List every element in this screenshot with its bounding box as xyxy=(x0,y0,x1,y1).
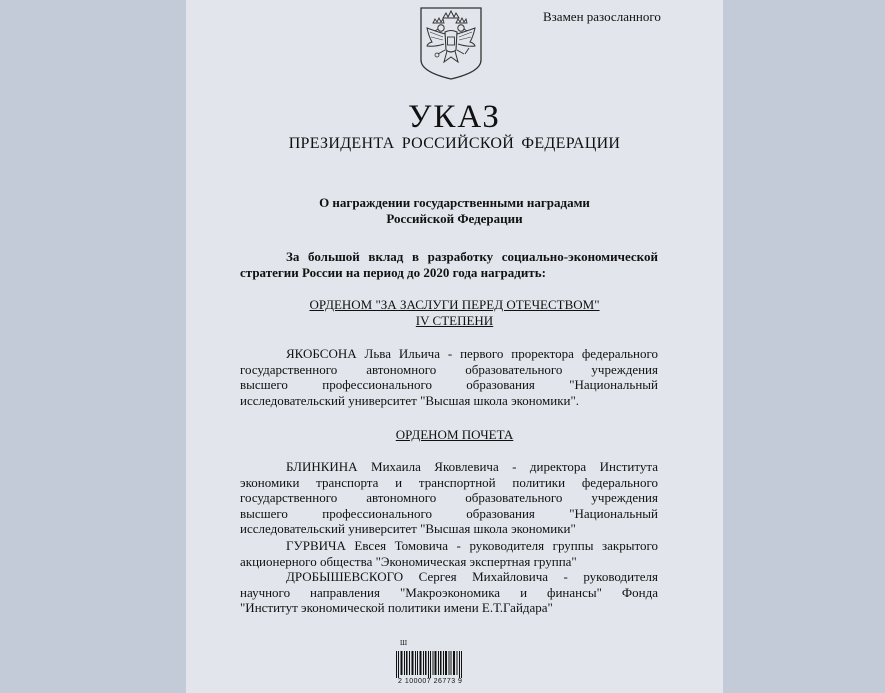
award-order-line: ОРДЕНОМ ПОЧЕТА xyxy=(395,427,514,442)
awardee-line: БЛИНКИНА Михаила Яковлевича - директора Института xyxy=(286,459,658,474)
awardee-line: ГУРВИЧА Евсея Томовича - руководителя группы закрытого xyxy=(286,538,658,553)
decree-heading-line: Российской Федерации xyxy=(386,211,523,226)
preamble-line: стратегии России на период до 2020 года наградить: xyxy=(240,265,546,280)
awardee-line: государственного автономного образовательного учреждения xyxy=(240,490,658,505)
preamble-line: За большой вклад в разработку социально-экономической xyxy=(286,249,658,264)
decree-preamble xyxy=(240,249,658,281)
document-page xyxy=(186,0,723,693)
award-order-title xyxy=(186,297,723,329)
awardee-line: научного направления "Макроэкономика и финансы" Фонда xyxy=(240,584,658,600)
award-order-line: IV СТЕПЕНИ xyxy=(415,313,494,328)
awardee-line: ДРОБЫШЕВСКОГО Сергея Михайловича - руководителя xyxy=(286,569,658,584)
coat-of-arms-icon xyxy=(415,4,487,82)
decree-heading xyxy=(186,195,723,227)
registration-mark: Ш xyxy=(400,639,408,647)
awardee-line: "Институт экономической политики имени Е.Т.Гайдара" xyxy=(240,600,553,615)
barcode-number: 2 100007 26773 9 xyxy=(398,678,463,685)
barcode-icon xyxy=(396,651,462,678)
awardee-line: ЯКОБСОНА Льва Ильича - первого проректора федерального xyxy=(286,346,658,361)
awardee-line: высшего профессионального образования "Национальный xyxy=(240,377,658,392)
awardee-line: исследовательский университет "Высшая школа экономики" xyxy=(240,521,576,536)
award-order-title xyxy=(186,427,723,443)
awardee-line: государственного автономного образовательного учреждения xyxy=(240,361,658,377)
awardee-paragraph xyxy=(240,569,658,616)
awardee-line: высшего профессионального образования "Национальный xyxy=(240,505,658,521)
awardee-line: исследовательский университет "Высшая школа экономики". xyxy=(240,392,580,408)
document-subtitle: ПРЕЗИДЕНТА РОССИЙСКОЙ ФЕДЕРАЦИИ xyxy=(288,135,621,152)
awardee-paragraph xyxy=(240,538,658,569)
award-order-line: ОРДЕНОМ "ЗА ЗАСЛУГИ ПЕРЕД ОТЕЧЕСТВОМ" xyxy=(309,297,600,312)
awardee-paragraph xyxy=(240,459,658,537)
awardee-paragraph xyxy=(240,346,658,408)
awardee-line: экономики транспорта и транспортной политики федерального xyxy=(240,474,658,490)
decree-heading-line: О награждении государственными наградами xyxy=(319,195,590,210)
replacement-stamp: Взамен разосланного xyxy=(543,9,661,24)
document-title: УКАЗ xyxy=(408,99,501,135)
awardee-line: акционерного общества "Экономическая экспертная группа" xyxy=(240,553,577,569)
